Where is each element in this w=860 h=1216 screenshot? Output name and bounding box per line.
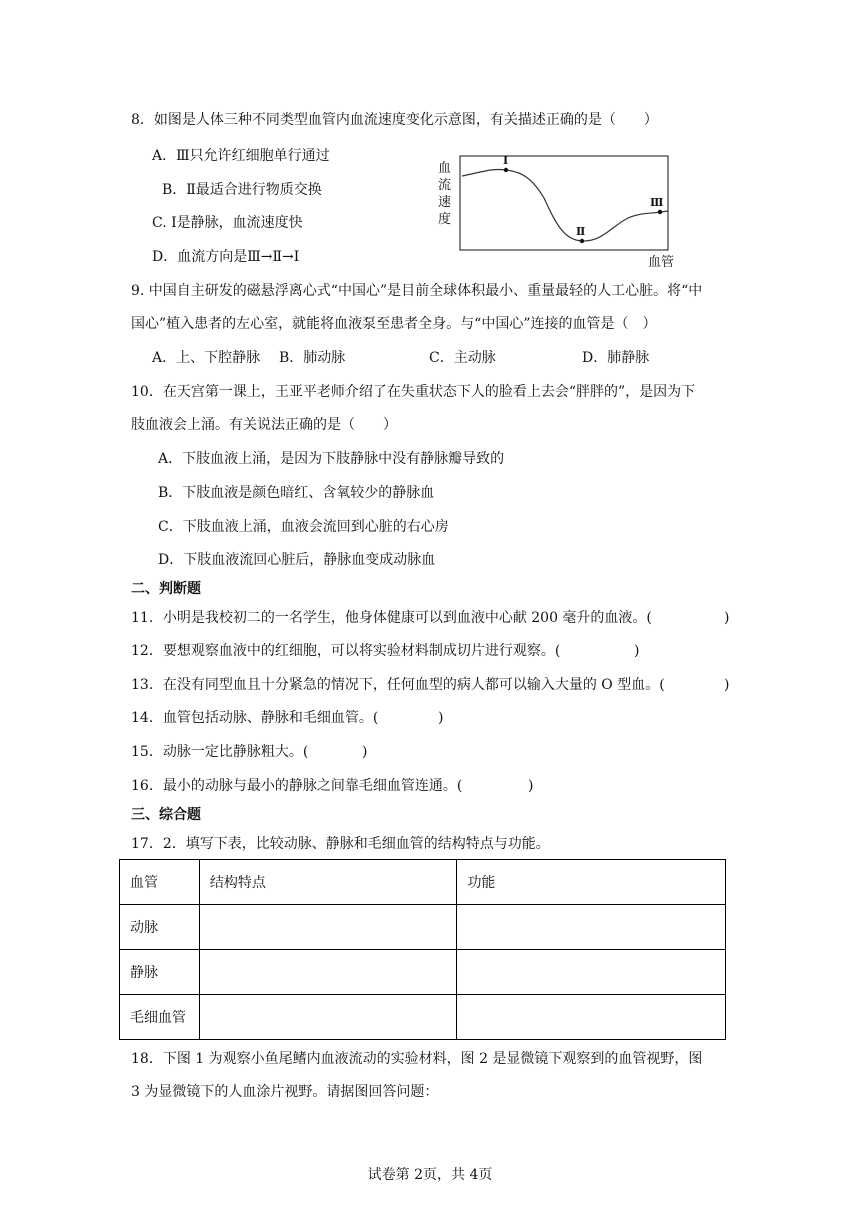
figure-ylabel-4: 度 xyxy=(438,212,452,227)
q8-option-a: A．Ⅲ只允许红细胞单行通过 xyxy=(152,148,330,164)
point-ii-label: Ⅱ xyxy=(576,225,586,238)
artery-structure-cell[interactable] xyxy=(199,905,457,950)
figure-ylabel-3: 速 xyxy=(438,195,452,210)
q18-line-2: 3 为显微镜下的人血涂片视野。请据图回答问题： xyxy=(131,1084,439,1100)
judgment-13: 13．在没有同型血且十分紧急的情况下，任何血型的病人都可以输入大量的 O 型血。( xyxy=(131,677,665,693)
q9-option-d: D．肺静脉 xyxy=(582,350,650,366)
judgment-12: 12．要想观察血液中的红细胞，可以将实验材料制成切片进行观察。( xyxy=(131,643,561,659)
judgment-15-close: ) xyxy=(362,744,368,760)
q10-option-a: A．下肢血液上涌，是因为下肢静脉中没有静脉瓣导致的 xyxy=(158,451,505,467)
q8-stem: 8．如图是人体三种不同类型血管内血流速度变化示意图，有关描述正确的是（ ） xyxy=(131,112,658,128)
q10-option-b: B．下肢血液是颜色暗红、含氧较少的静脉血 xyxy=(158,485,435,501)
judgment-15: 15．动脉一定比静脉粗大。( xyxy=(131,744,309,760)
figure-ylabel-2: 流 xyxy=(438,178,452,193)
q17-stem: 17．2．填写下表，比较动脉、静脉和毛细血管的结构特点与功能。 xyxy=(131,836,550,852)
point-ii-marker xyxy=(580,239,584,243)
q9-line-2: 国心”植入患者的左心室，就能将血液泵至患者全身。与“中国心”连接的血管是（ ） xyxy=(131,316,657,332)
table-row xyxy=(120,905,726,950)
q10-line-1: 10．在天宫第一课上，王亚平老师介绍了在失重状态下人的脸看上去会“胖胖的”，是因为下 xyxy=(131,384,696,400)
header-structure: 结构特点 xyxy=(199,860,457,905)
point-i-marker xyxy=(504,168,508,172)
q8-option-d: D．血流方向是Ⅲ→Ⅱ→Ⅰ xyxy=(152,249,300,265)
point-i-label: Ⅰ xyxy=(503,154,509,167)
header-function: 功能 xyxy=(457,860,726,905)
section-judgment-title: 二、判断题 xyxy=(131,581,201,597)
judgment-12-close: ) xyxy=(634,643,640,659)
q10-option-d: D．下肢血液流回心脏后，静脉血变成动脉血 xyxy=(158,552,436,568)
q18-line-1: 18．下图 1 为观察小鱼尾鳍内血液流动的实验材料，图 2 是显微镜下观察到的血管视野，图 xyxy=(131,1051,703,1067)
judgment-14: 14．血管包括动脉、静脉和毛细血管。( xyxy=(131,710,379,726)
q9-option-c: C．主动脉 xyxy=(429,350,496,366)
q8-option-b: B．Ⅱ最适合进行物质交换 xyxy=(162,182,322,198)
q10-line-2: 肢血液会上涌。有关说法正确的是（ ） xyxy=(131,417,397,433)
judgment-13-close: ) xyxy=(724,677,730,693)
capillary-structure-cell[interactable] xyxy=(199,995,457,1040)
point-iii-label: Ⅲ xyxy=(650,196,664,209)
q9-line-1: 9. 中国自主研发的磁悬浮离心式“中国心”是目前全球体积最小、重量最轻的人工心脏。将“中 xyxy=(131,283,703,299)
vein-structure-cell[interactable] xyxy=(199,950,457,995)
table-row xyxy=(120,995,726,1040)
vein-function-cell[interactable] xyxy=(457,950,726,995)
page-footer: 试卷第 2页，共 4页 xyxy=(367,1167,493,1183)
vessel-comparison-table xyxy=(119,859,726,1040)
judgment-11: 11．小明是我校初二的一名学生，他身体健康可以到血液中心献 200 毫升的血液。( xyxy=(131,610,652,626)
flow-speed-curve xyxy=(462,169,668,241)
judgment-16-close: ) xyxy=(528,778,534,794)
row-label-capillary: 毛细血管 xyxy=(120,995,200,1040)
judgment-16: 16．最小的动脉与最小的静脉之间靠毛细血管连通。( xyxy=(131,778,463,794)
q8-option-c: C. Ⅰ是静脉，血流速度快 xyxy=(152,215,303,231)
table-header-row xyxy=(120,860,726,905)
header-vessel: 血管 xyxy=(120,860,200,905)
figure-ylabel-1: 血 xyxy=(438,161,452,176)
q9-option-a: A．上、下腔静脉 xyxy=(152,350,261,366)
table-row xyxy=(120,950,726,995)
q9-option-b: B．肺动脉 xyxy=(279,350,346,366)
point-iii-marker xyxy=(658,210,662,214)
figure-xlabel: 血管 xyxy=(648,255,675,270)
judgment-11-close: ) xyxy=(724,610,730,626)
judgment-14-close: ) xyxy=(438,710,444,726)
row-label-vein: 静脉 xyxy=(120,950,200,995)
blood-flow-speed-figure xyxy=(432,148,692,270)
artery-function-cell[interactable] xyxy=(457,905,726,950)
section-comprehensive-title: 三、综合题 xyxy=(131,807,201,823)
row-label-artery: 动脉 xyxy=(120,905,200,950)
q10-option-c: C．下肢血液上涌，血液会流回到心脏的右心房 xyxy=(158,519,449,535)
capillary-function-cell[interactable] xyxy=(457,995,726,1040)
